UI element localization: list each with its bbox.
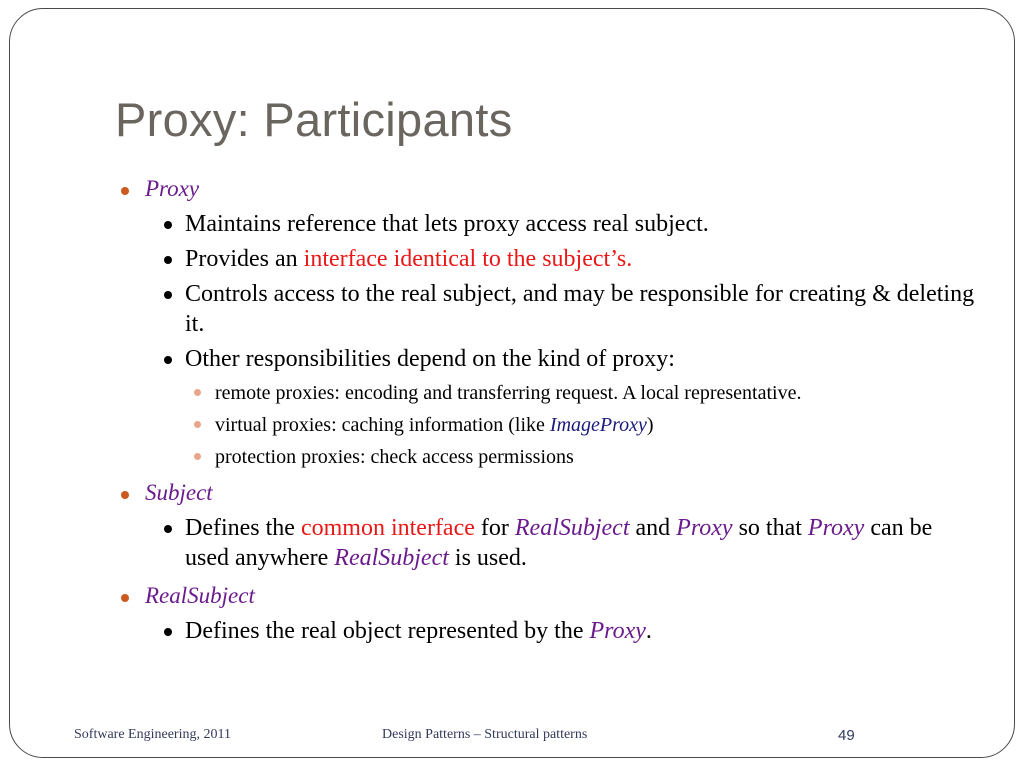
bullet-proxy: Proxy [116,174,976,204]
proxy-item-2-text: Provides an [185,246,304,272]
proxy-kind-virtual-em: ImageProxy [549,414,647,436]
slide-frame [9,8,1015,758]
subject-em-3: Proxy [807,515,865,541]
proxy-item-3: Controls access to the real subject, and may be responsible for creating & deleting it. [173,279,976,339]
realsubject-post: . [645,618,652,644]
footer-page-number: 49 [838,727,855,744]
realsubject-em: Proxy [589,618,646,644]
subject-text-2: for [474,515,515,541]
slide-title: Proxy: Participants [115,93,513,146]
subject-em-4: RealSubject [334,545,449,571]
proxy-item-2 [173,244,976,274]
subject-highlight: common interface [300,515,475,541]
subject-text-3: and [629,515,677,541]
proxy-kind-virtual [213,412,976,438]
bullet-subject: Subject [116,478,976,508]
proxy-item-2-highlight: interface identical to the subject’s. [303,246,633,272]
subject-em-1: RealSubject [514,515,630,541]
subject-text-5: can be used anywhere [185,515,933,571]
subject-text-1: Defines the [185,515,301,541]
footer-course: Software Engineering, 2011 [74,727,231,742]
proxy-item-4: Other responsibilities depend on the kind of proxy: [173,344,976,374]
subject-em-2: Proxy [676,515,733,541]
proxy-kind-virtual-text: virtual proxies: caching information (like [215,414,550,436]
subject-item-1 [173,513,976,573]
slide-content [116,171,976,646]
subject-text-6: is used. [448,545,527,571]
proxy-kind-remote: remote proxies: encoding and transferring request. A local representative. [213,380,976,406]
proxy-kind-protection: protection proxies: check access permissions [213,444,976,470]
proxy-kind-virtual-post: ) [646,414,654,436]
realsubject-item-1 [173,616,976,646]
subject-text-4: so that [732,515,808,541]
bullet-realsubject: RealSubject [116,581,976,611]
footer-topic: Design Patterns – Structural patterns [382,727,588,742]
realsubject-text: Defines the real object represented by the [185,618,590,644]
proxy-item-1: Maintains reference that lets proxy access real subject. [173,209,976,239]
